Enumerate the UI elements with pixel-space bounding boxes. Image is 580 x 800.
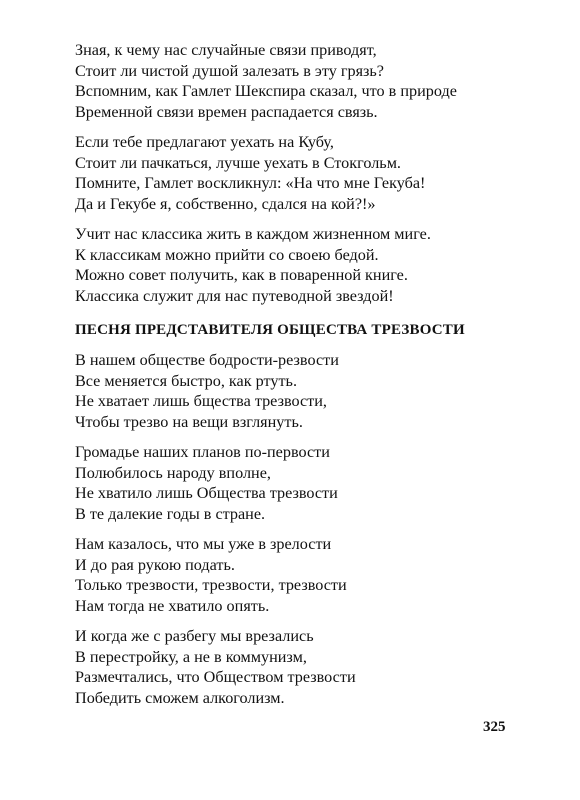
verse-line: Да и Гекубе я, собственно, сдался на кой?!»: [75, 194, 376, 213]
verse-line: Стоит ли чистой душой залезать в эту грязь?: [75, 61, 384, 80]
verse-line: Стоит ли пачкаться, лучше уехать в Стокгольм.: [75, 153, 401, 172]
verse-line: И до рая рукою подать.: [75, 555, 235, 574]
poem2-stanza-2: [75, 442, 545, 524]
verse-line: В нашем обществе бодрости-резвости: [75, 351, 339, 369]
verse-line: В те далекие годы в стране.: [75, 504, 266, 523]
page-body: [75, 40, 545, 708]
section-gap: [75, 306, 545, 320]
poem1-stanza-3: [75, 224, 545, 306]
poem-title: ПЕСНЯ ПРЕДСТАВИТЕЛЯ ОБЩЕСТВА ТРЕЗВОСТИ: [75, 322, 465, 338]
verse-line: Помните, Гамлет воскликнул: «На что мне Гекуба!: [75, 174, 426, 192]
verse-line: Только трезвости, трезвости, трезвости: [75, 576, 347, 594]
stanza-gap: [75, 214, 545, 224]
verse-line: Вспомним, как Гамлет Шекспира сказал, что в природе: [75, 82, 457, 100]
verse-line: В перестройку, а не в коммунизм,: [75, 647, 307, 666]
verse-line: Громадье наших планов по-первости: [75, 443, 330, 461]
verse-line: Нам тогда не хватило опять.: [75, 596, 270, 615]
verse-line: Учит нас классика жить в каждом жизненном миге.: [75, 225, 431, 243]
verse-line: Победить сможем алкоголизм.: [75, 688, 285, 707]
verse-line: Полюбилось народу вполне,: [75, 463, 271, 482]
verse-line: К классикам можно прийти со своею бедой.: [75, 245, 379, 264]
verse-line: Все меняется быстро, как ртуть.: [75, 371, 297, 390]
title-gap: [75, 340, 545, 350]
poem2-stanza-3: [75, 534, 545, 616]
poem2-stanza-1: [75, 350, 545, 432]
verse-line: Классика служит для нас путеводной звездой!: [75, 286, 394, 305]
verse-line: Можно совет получить, как в поваренной книге.: [75, 266, 408, 284]
poem2-stanza-4: [75, 626, 545, 708]
verse-line: Размечтались, что Обществом трезвости: [75, 668, 356, 686]
verse-line: Если тебе предлагают уехать на Кубу,: [75, 133, 334, 151]
poem1-stanza-1: [75, 40, 545, 122]
verse-line: Не хватает лишь бщества трезвости,: [75, 392, 327, 410]
stanza-gap: [75, 616, 545, 626]
stanza-gap: [75, 524, 545, 534]
verse-line: Не хватило лишь Общества трезвости: [75, 484, 338, 502]
poem1-stanza-2: [75, 132, 545, 214]
stanza-gap: [75, 432, 545, 442]
verse-line: Зная, к чему нас случайные связи приводят,: [75, 41, 377, 59]
verse-line: И когда же с разбегу мы врезались: [75, 627, 314, 645]
stanza-gap: [75, 122, 545, 132]
verse-line: Нам казалось, что мы уже в зрелости: [75, 535, 332, 553]
verse-line: Чтобы трезво на вещи взглянуть.: [75, 412, 303, 431]
page-number: 325: [483, 719, 506, 735]
verse-line: Временной связи времен распадается связь.: [75, 102, 378, 121]
